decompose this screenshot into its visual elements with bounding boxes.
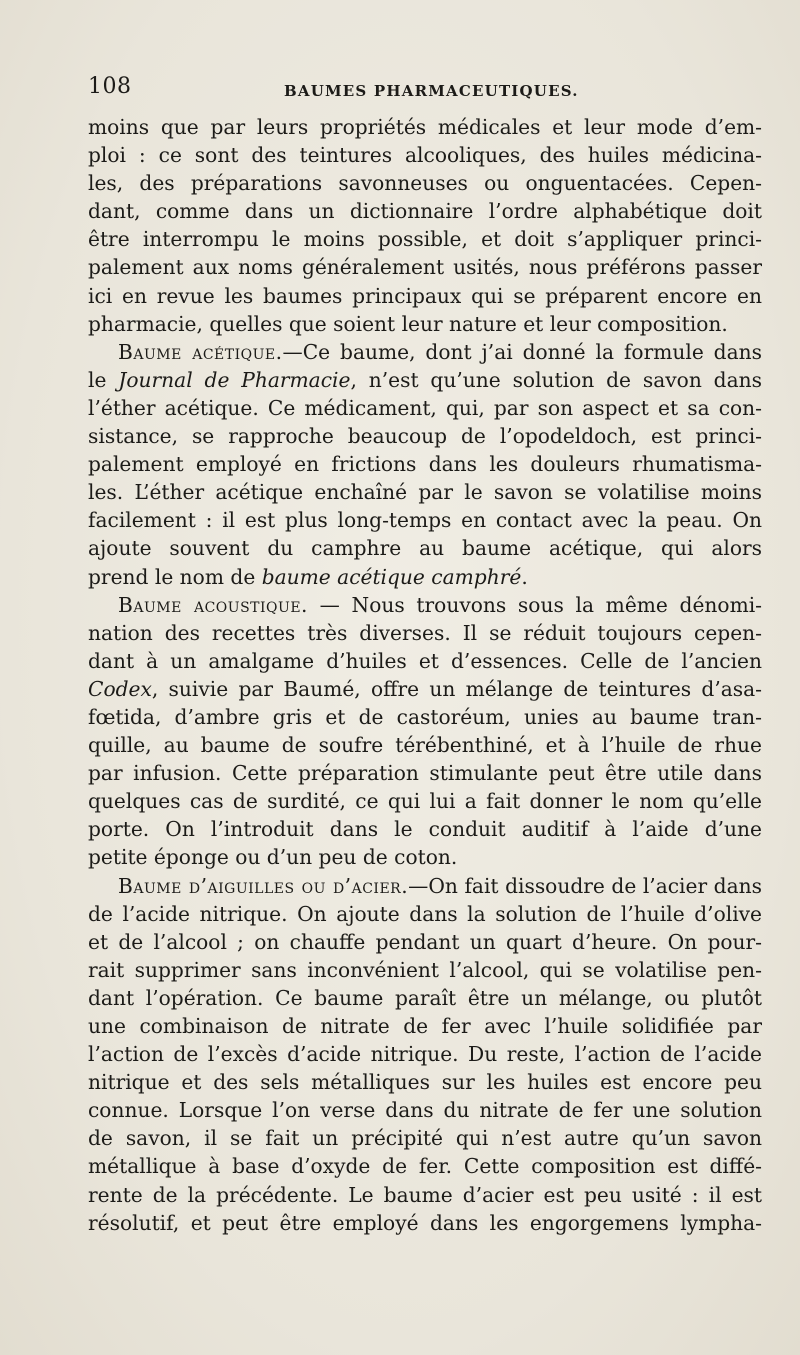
text-line: ajoute souvent du camphre au baume acétique, qui alors (88, 536, 762, 561)
entry-heading-line: Baume acétique.—Ce baume, dont j’ai donné la formule dans (118, 339, 762, 364)
entry-heading-line: Baume acoustique. — Nous trouvons sous la même dénomi- (118, 592, 762, 617)
text-line: palement employé en frictions dans les douleurs rhumatisma- (88, 452, 762, 477)
page-header (88, 74, 762, 104)
text-line: dant l’opération. Ce baume paraît être un mélange, ou plutôt (88, 985, 762, 1010)
entry-term-baume-aiguilles: Baume d’aiguilles ou d’acier. (118, 873, 409, 898)
body-text (88, 113, 762, 1237)
entry-term-baume-acoustique: Baume acoustique. (118, 592, 308, 617)
text-line: être interrompu le moins possible, et doit s’appliquer princi- (88, 227, 762, 252)
text-line: l’action de l’excès d’acide nitrique. Du reste, l’action de l’acide (88, 1042, 762, 1067)
text-line: dant, comme dans un dictionnaire l’ordre alphabétique doit (88, 199, 762, 224)
italic-title: Journal de Pharmacie (118, 367, 351, 392)
text-line: l’éther acétique. Ce médicament, qui, par son aspect et sa con- (88, 395, 762, 420)
text-line: sistance, se rapproche beaucoup de l’opodeldoch, est princi- (88, 424, 762, 449)
text-line: moins que par leurs propriétés médicales et leur mode d’em- (88, 115, 762, 139)
text-line: petite éponge ou d’un peu de coton. (88, 845, 458, 870)
text-line: connue. Lorsque l’on verse dans du nitrate de fer une solution (88, 1098, 762, 1123)
text-line: palement aux noms généralement usités, nous préférons passer (88, 255, 762, 280)
text-line: ici en revue les baumes principaux qui se préparent encore en (88, 283, 762, 308)
entry-term-baume-acetique: Baume acétique. (118, 339, 283, 364)
text-line: Codex, suivie par Baumé, offre un mélange de teintures d’asa- (88, 676, 762, 701)
text-line: une combinaison de nitrate de fer avec l’huile solidifiée par (88, 1014, 762, 1038)
text-line: dant à un amalgame d’huiles et d’essences. Celle de l’ancien (88, 648, 762, 673)
text-line: fœtida, d’ambre gris et de castoréum, unies au baume tran- (88, 704, 762, 729)
italic-term: baume acétique camphré (261, 564, 522, 589)
page-number: 108 (88, 74, 132, 99)
text-line: par infusion. Cette préparation stimulante peut être utile dans (88, 761, 762, 786)
text-line: de l’acide nitrique. On ajoute dans la solution de l’huile d’olive (88, 901, 762, 926)
text-line: nation des recettes très diverses. Il se réduit toujours cepen- (88, 620, 762, 645)
text-line: ploi : ce sont des teintures alcooliques, des huiles médicina- (88, 143, 762, 168)
text-line: facilement : il est plus long-temps en contact avec la peau. On (88, 508, 762, 533)
text-line: de savon, il se fait un précipité qui n’est autre qu’un savon (88, 1126, 762, 1151)
text-line: le Journal de Pharmacie, n’est qu’une solution de savon dans (88, 367, 762, 392)
text-line: rait supprimer sans inconvénient l’alcool, qui se volatilise pen- (88, 957, 762, 982)
text-line: et de l’alcool ; on chauffe pendant un quart d’heure. On pour- (88, 929, 762, 954)
text-line: porte. On l’introduit dans le conduit auditif à l’aide d’une (88, 817, 762, 842)
italic-title: Codex (88, 676, 152, 701)
entry-heading-line: Baume d’aiguilles ou d’acier.—On fait dissoudre de l’acier dans (118, 873, 762, 898)
text-line: rente de la précédente. Le baume d’acier est peu usité : il est (88, 1182, 762, 1207)
text-line: nitrique et des sels métalliques sur les huiles est encore peu (88, 1070, 762, 1095)
text-line: quelques cas de surdité, ce qui lui a fait donner le nom qu’elle (88, 789, 762, 814)
running-head: BAUMES PHARMACEUTIQUES. (284, 82, 579, 100)
text-line: les, des préparations savonneuses ou onguentacées. Cepen- (88, 171, 762, 196)
text-line: quille, au baume de soufre térébenthiné, et à l’huile de rhue (88, 733, 762, 758)
text-line: les. L’éther acétique enchaîné par le savon se volatilise moins (88, 480, 762, 505)
text-line: résolutif, et peut être employé dans les engorgemens lympha- (88, 1210, 762, 1235)
text-line: prend le nom de baume acétique camphré. (88, 564, 528, 589)
text-line: métallique à base d’oxyde de fer. Cette composition est diffé- (88, 1154, 762, 1179)
text-line: pharmacie, quelles que soient leur nature et leur composition. (88, 311, 728, 336)
